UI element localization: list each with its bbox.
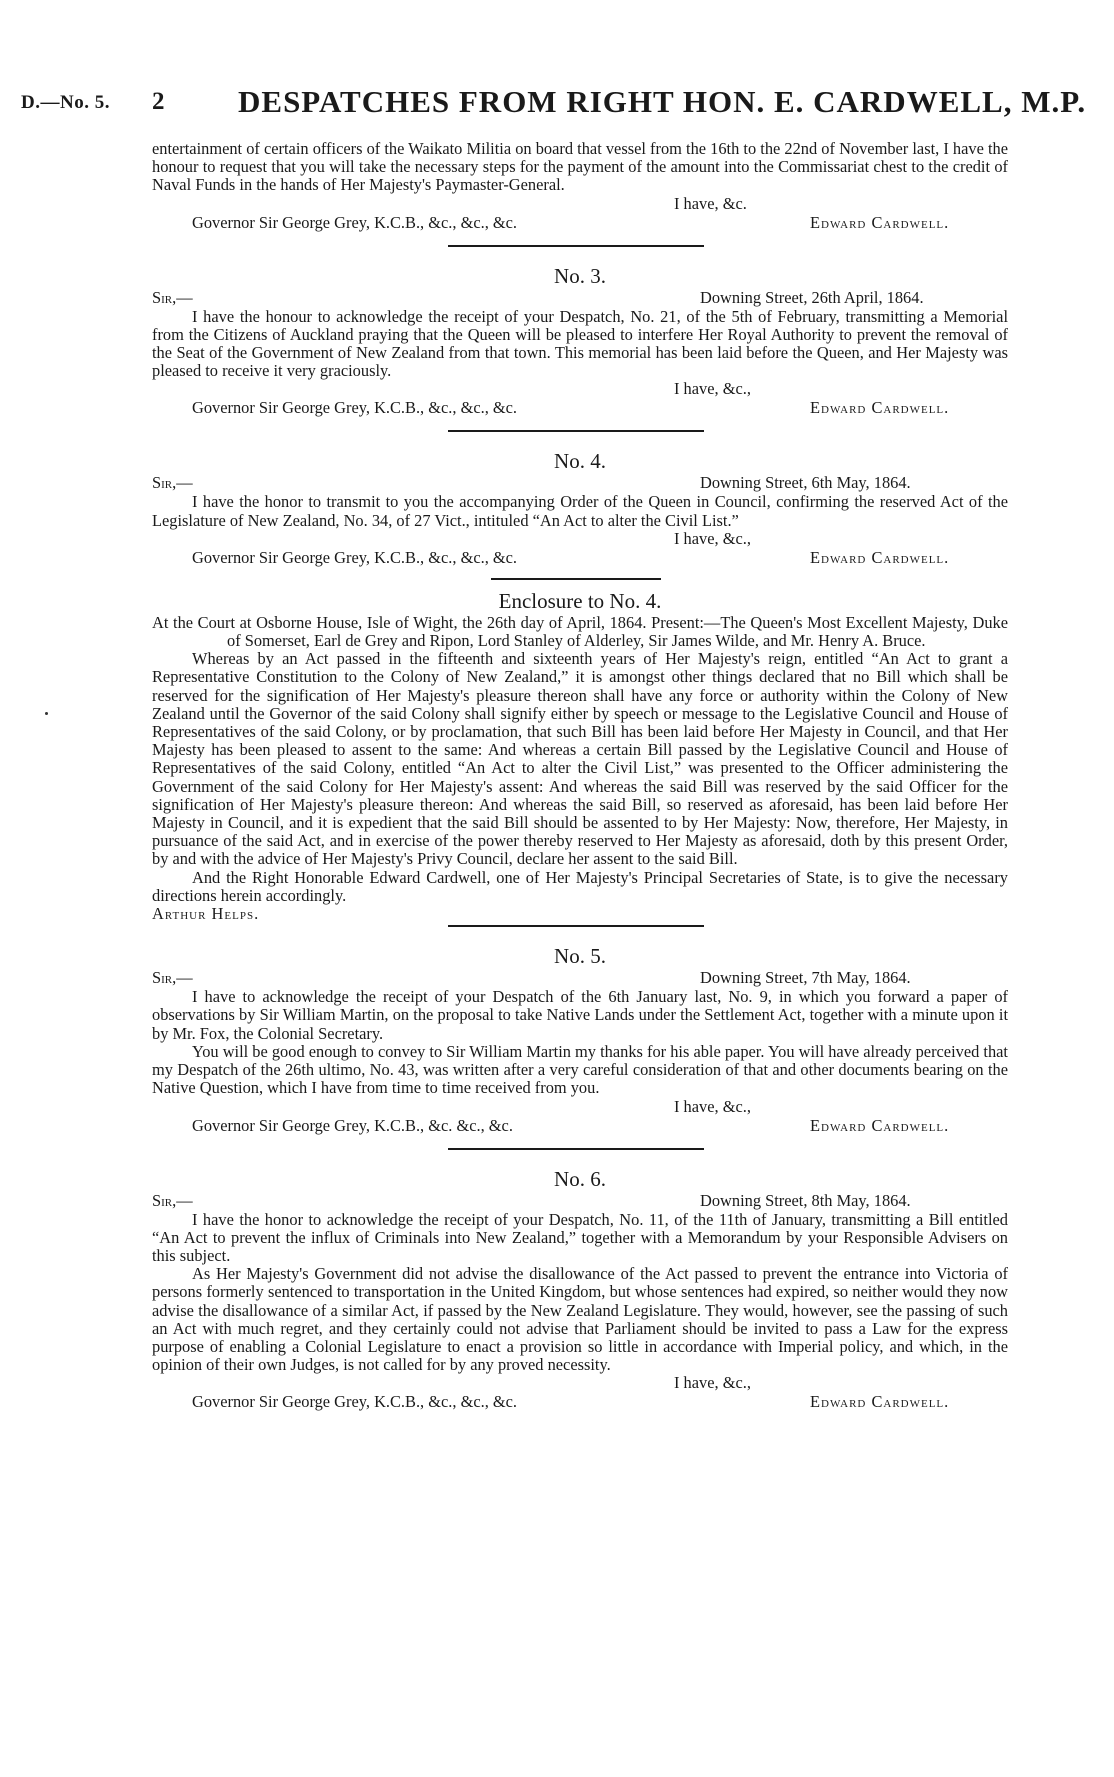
- salutation: Sir,—: [152, 473, 193, 493]
- despatch-heading: No. 4.: [554, 449, 606, 474]
- document-label: D.—No. 5.: [21, 92, 110, 113]
- page-body: [152, 140, 1008, 1412]
- salutation-line: [152, 969, 1008, 988]
- signature: Edward Cardwell.: [810, 1392, 950, 1412]
- closing-text: I have, &c.,: [674, 1373, 751, 1393]
- dateline: Downing Street, 7th May, 1864.: [700, 968, 911, 988]
- closing-text: I have, &c.: [674, 193, 747, 213]
- despatch-paragraph-1: I have the honor to acknowledge the receipt of your Despatch, No. 11, of the 11th of January, transmitting a Bill entitled “An Act to prevent the influx of Criminals into New Zealand,” together with a Memorandum by your Responsible Advisers on this subject.: [152, 1209, 1008, 1265]
- despatch-body: I have the honour to acknowledge the receipt of your Despatch, No. 21, of the 5th of February, transmitting a Memorial from the Citizens of Auckland praying that the Queen will be pleased to interfere Her Royal Authority to prevent the removal of the Seat of the Government of New Zealand from that town. This memorial has been laid before the Queen, and Her Majesty was pleased to receive it very graciously.: [152, 306, 1008, 381]
- section-divider: [491, 578, 661, 580]
- section-divider: [448, 1148, 704, 1150]
- closing-text: I have, &c.,: [674, 379, 751, 399]
- page-number: 2: [152, 88, 165, 115]
- section-divider: [448, 925, 704, 927]
- addressee: Governor Sir George Grey, K.C.B., &c., &c., &c.: [192, 1392, 518, 1412]
- enclosure-paragraph-2: And the Right Honorable Edward Cardwell, one of Her Majesty's Principal Secretaries of State, is to give the necessary directions herein accordingly.: [152, 867, 1008, 905]
- despatch-paragraph-2: You will be good enough to convey to Sir William Martin my thanks for his able paper. You will have already perceived that my Despatch of the 26th ultimo, No. 43, was written after a very careful consideration of that and other documents bearing on the Native Question, which I have from time to time received from you.: [152, 1041, 1008, 1098]
- addressee: Governor Sir George Grey, K.C.B., &c. &c., &c.: [192, 1115, 513, 1135]
- salutation-line: [152, 1192, 1008, 1211]
- salutation-line: [152, 289, 1008, 308]
- closing-line: [152, 380, 1008, 399]
- closing-line: [152, 1098, 1008, 1117]
- closing-text: I have, &c.,: [674, 1096, 751, 1116]
- continuation-text: entertainment of certain officers of the Waikato Militia on board that vessel from the 16th to the 22nd of November last, I have the honour to request that you will take the necessary steps for the payment of the amount into the Commissariat chest to the credit of Naval Funds in the hands of Her Majesty's Paymaster-General.: [152, 139, 1008, 195]
- salutation-line: [152, 474, 1008, 493]
- despatch-5: [152, 943, 1008, 1135]
- addressee-line: [152, 399, 1008, 418]
- closing-line: [152, 530, 1008, 549]
- enclosure-heading: Enclosure to No. 4.: [498, 588, 662, 613]
- section-divider: [448, 430, 704, 432]
- signature: Edward Cardwell.: [810, 1115, 950, 1135]
- closing-line: [152, 1374, 1008, 1393]
- dateline: Downing Street, 8th May, 1864.: [700, 1190, 911, 1210]
- enclosure-paragraph-1: Whereas by an Act passed in the fifteenth and sixteenth years of Her Majesty's reign, entitled “An Act to grant a Representative Constitution to the Colony of New Zealand,” it is amongst other things declared that no Bill which shall be reserved for the signification of Her Majesty's pleasure thereon shall have any force or authority within the Colony of New Zealand until the Governor of the said Colony shall signify either by speech or message to the Legislative Council and House of Representatives of the said Colony, or by proclamation, that such Bill has been laid before Her Majesty in Council, and that Her Majesty has been pleased to assent to the same: And whereas a certain Bill passed by the Legislative Council and House of Representatives of the said Colony, entitled “An Act to alter the Civil List,” was presented to the Officer administering the Government of the said Colony for Her Majesty's assent: And whereas the said Bill was reserved by the said Officer for the signification of Her Majesty's pleasure thereon: And whereas the said Bill, so reserved as aforesaid, has been laid before Her Majesty in Council, and it is expedient that the said Bill should be assented to by Her Majesty: Now, therefore, Her Majesty, in pursuance of the said Act, and in exercise of the power thereby reserved to Her Majesty as aforesaid, doth by this present Order, by and with the advice of Her Majesty's Privy Council, declare her assent to the said Bill.: [152, 649, 1008, 869]
- page-header: [0, 84, 1114, 124]
- salutation: Sir,—: [152, 968, 193, 988]
- addressee-line: [152, 549, 1008, 568]
- despatch-paragraph-1: I have to acknowledge the receipt of your Despatch of the 6th January last, No. 9, in which you forward a paper of observations by Sir William Martin, on the proposal to take Native Lands under the Settlement Act, together with a minute upon it by Mr. Fox, the Colonial Secretary.: [152, 987, 1008, 1043]
- addressee: Governor Sir George Grey, K.C.B., &c., &c., &c.: [192, 398, 518, 418]
- page-title: DESPATCHES FROM RIGHT HON. E. CARDWELL, M.P.: [238, 84, 1087, 119]
- despatch-heading: No. 5.: [554, 944, 606, 969]
- salutation: Sir,—: [152, 287, 193, 307]
- despatch-paragraph-2: As Her Majesty's Government did not advise the disallowance of the Act passed to prevent the entrance into Victoria of persons formerly sentenced to transportation in the United Kingdom, but whose sentences had expired, so neither would they now advise the disallowance of a similar Act, if passed by the New Zealand Legislature. They would, however, see the passing of such an Act with much regret, and they certainly could not advise that Parliament should be invited to pass a Law for the express purpose of enabling a Colonial Legislature to enact a provision so little in accordance with Imperial policy, and which, in the opinion of their own Judges, is not called for by any proved necessity.: [152, 1264, 1008, 1375]
- addressee-line: [152, 214, 1008, 233]
- court-present-line: At the Court at Osborne House, Isle of Wight, the 26th day of April, 1864. Present:—The Queen's Most Excellent Majesty, Duke of Somerset, Earl de Grey and Ripon, Lord Stanley of Alderley, Sir James Wilde, and Mr. Henry A. Bruce.: [152, 612, 1008, 651]
- despatch-3: [152, 263, 1008, 419]
- despatch-6: [152, 1166, 1008, 1413]
- despatch-heading: No. 3.: [554, 263, 606, 288]
- salutation: Sir,—: [152, 1190, 193, 1210]
- addressee-line: [152, 1117, 1008, 1136]
- despatch-body: I have the honor to transmit to you the accompanying Order of the Queen in Council, confirming the reserved Act of the Legislature of New Zealand, No. 34, of 27 Vict., intituled “An Act to alter the Civil List.”: [152, 492, 1008, 530]
- signature: Edward Cardwell.: [810, 547, 950, 567]
- despatch-heading: No. 6.: [554, 1166, 606, 1191]
- signature: Arthur Helps.: [152, 904, 260, 924]
- margin-speck: [45, 712, 48, 715]
- despatch-4: [152, 448, 1008, 567]
- addressee: Governor Sir George Grey, K.C.B., &c., &c., &c.: [192, 212, 518, 232]
- dateline: Downing Street, 6th May, 1864.: [700, 473, 911, 493]
- enclosure-4: [152, 588, 1008, 923]
- continuation-section: [152, 140, 1008, 233]
- signature: Edward Cardwell.: [810, 212, 950, 232]
- addressee-line: [152, 1393, 1008, 1412]
- dateline: Downing Street, 26th April, 1864.: [700, 287, 924, 307]
- addressee: Governor Sir George Grey, K.C.B., &c., &c., &c.: [192, 547, 518, 567]
- section-divider: [448, 245, 704, 247]
- signature: Edward Cardwell.: [810, 398, 950, 418]
- closing-text: I have, &c.,: [674, 528, 751, 548]
- closing-line: [152, 195, 1008, 214]
